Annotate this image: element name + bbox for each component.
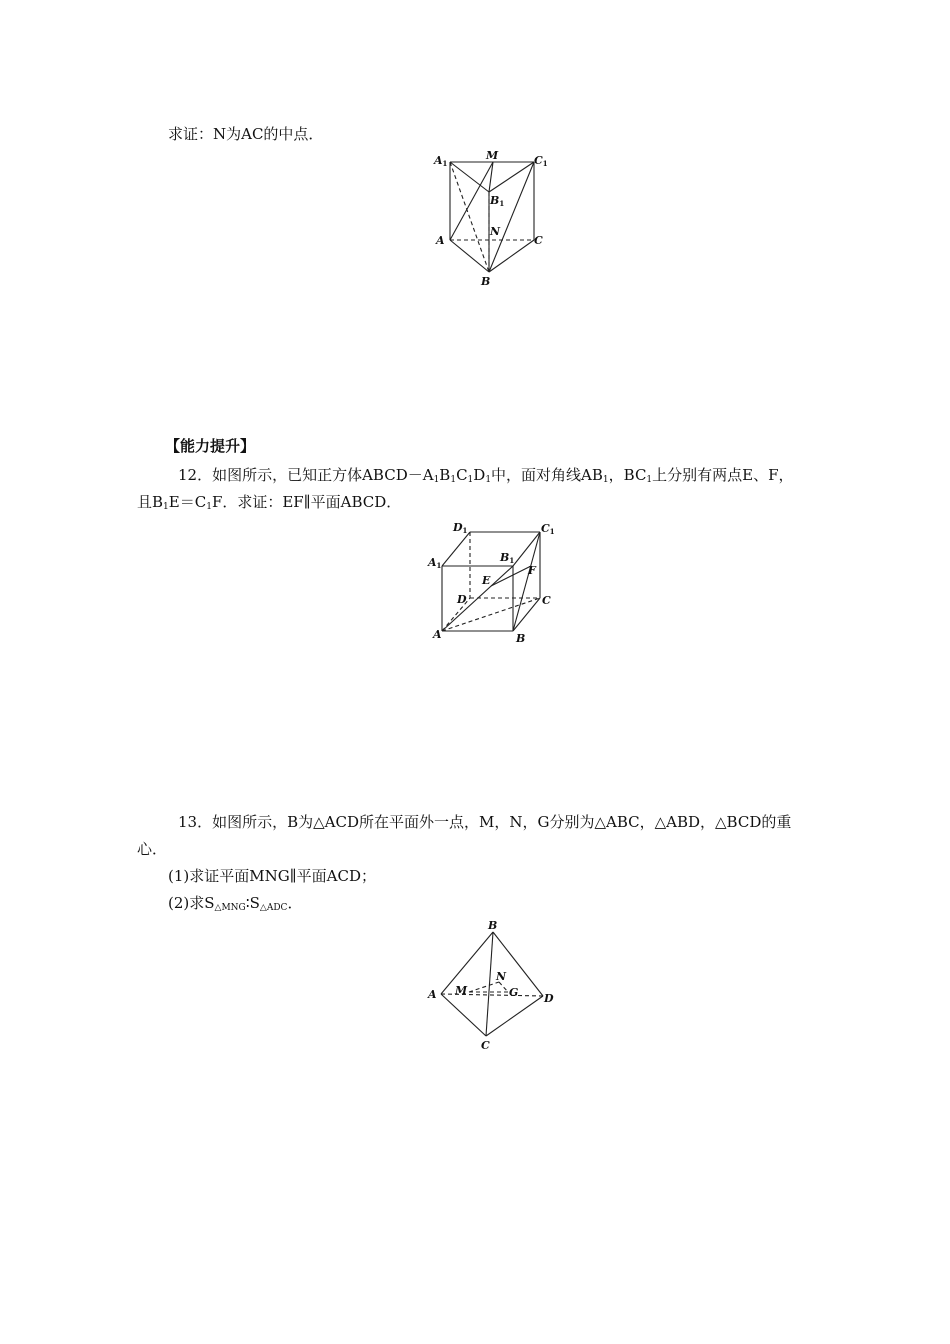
label-B1: B1: [490, 194, 505, 208]
label-G: G: [509, 986, 519, 999]
label-A: A: [428, 988, 437, 1001]
problem13-line2: 心．: [137, 840, 168, 858]
label-B: B: [488, 919, 498, 932]
label-A1: A1: [434, 154, 448, 168]
section-heading: 【能力提升】: [165, 437, 256, 455]
label-D: D: [544, 992, 554, 1005]
problem13-line1: 13．如图所示，B为△ACD所在平面外一点，M，N，G分别为△ABC，△ABD，△BCD的重: [178, 813, 792, 831]
label-B: B: [516, 632, 526, 645]
problem12-cube-figure: [425, 518, 560, 646]
problem12-line2: 且$B_1E=C_1F$．求证：EF∥平面ABCD．: [137, 493, 402, 512]
label-M: M: [486, 149, 499, 162]
label-D: D: [457, 593, 467, 606]
label-C1: C1: [541, 522, 555, 536]
problem12-line1: 12．如图所示，已知正方体$ABCD-A_1B_1C_1D_1$中，面对角线$AB_1$，$BC_1$上分别有两点E、F，: [178, 466, 794, 485]
problem11-prove-line: 求证：N为AC的中点．: [168, 125, 324, 143]
problem13-part1: (1)求证平面MNG∥平面ACD；: [168, 867, 376, 885]
label-A: A: [436, 234, 445, 247]
label-A: A: [433, 628, 442, 641]
label-F: F: [528, 564, 536, 577]
label-C: C: [534, 234, 543, 247]
label-D1: D1: [453, 521, 468, 535]
label-C1: C1: [534, 154, 548, 168]
label-N: N: [496, 970, 507, 983]
label-C: C: [542, 594, 551, 607]
problem11-prism-figure: [430, 148, 555, 290]
label-B: B: [481, 275, 491, 288]
label-E: E: [482, 574, 491, 587]
label-M: M: [455, 984, 468, 997]
problem13-tetrahedron-figure: [425, 918, 560, 1058]
label-B1: B1: [500, 551, 515, 565]
label-C: C: [481, 1039, 490, 1052]
label-A1: A1: [428, 556, 442, 570]
problem13-part2: (2)求$S_{\triangle MNG}∶S_{\triangle ADC}$．: [168, 894, 303, 913]
label-N: N: [490, 225, 501, 238]
